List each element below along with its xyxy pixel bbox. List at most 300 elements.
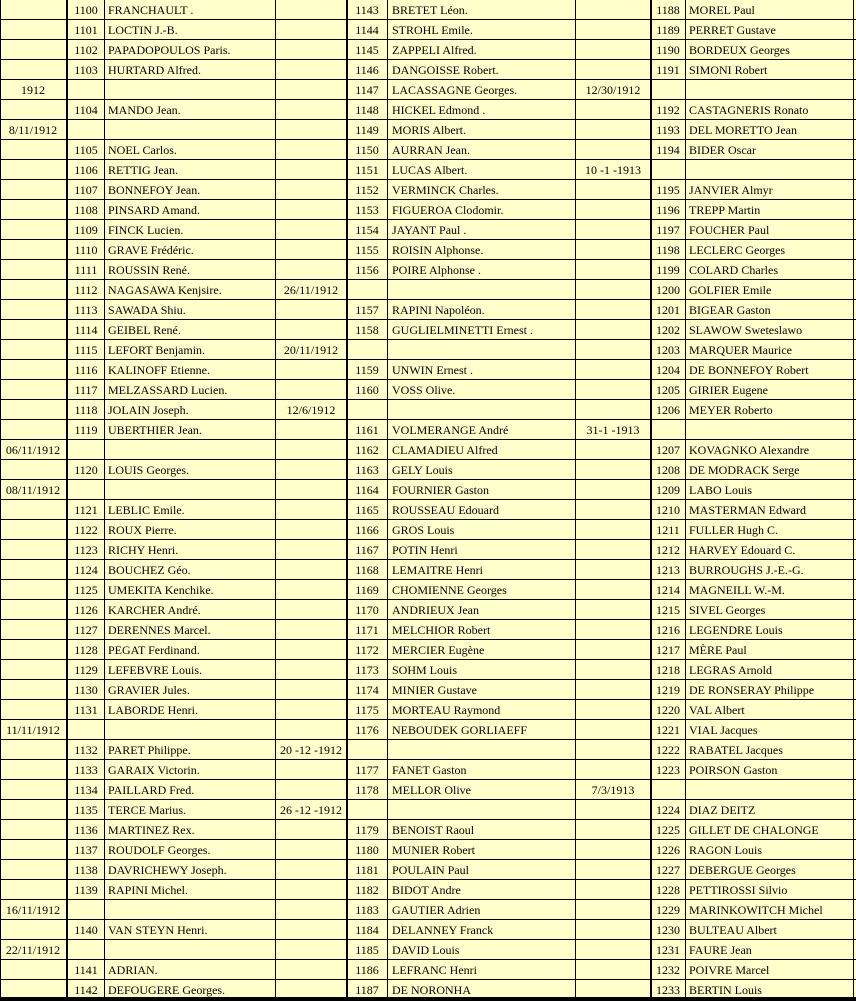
- table-row: [0, 540, 856, 560]
- number-cell: 1164: [355, 483, 379, 497]
- date-cell: [276, 680, 346, 700]
- name-cell: TREPP Martin: [689, 203, 761, 217]
- name-cell: NEBOUDEK GORLIAEFF: [392, 723, 527, 737]
- name-cell: NOEL Carlos.: [108, 143, 177, 157]
- date-cell: [0, 660, 66, 680]
- name-cell: CASTAGNERIS Ronato: [689, 103, 809, 117]
- table-row: [0, 780, 856, 800]
- date-cell: [576, 920, 650, 940]
- table-row: [0, 560, 856, 580]
- name-cell: ROISIN Alphonse.: [392, 243, 484, 257]
- number-cell: 1133: [74, 763, 98, 777]
- name-cell: [392, 400, 576, 420]
- name-cell: BOUCHEZ Géo.: [108, 563, 191, 577]
- number-cell: 1165: [355, 503, 379, 517]
- number-cell: 1119: [74, 423, 98, 437]
- date-cell: [276, 220, 346, 240]
- name-cell: SIVEL Georges: [689, 603, 766, 617]
- date-cell: [0, 780, 66, 800]
- name-cell: FOURNIER Gaston: [392, 483, 490, 497]
- table-row: [0, 720, 856, 740]
- name-cell: DIAZ DEITZ: [689, 803, 756, 817]
- date-cell: [276, 460, 346, 480]
- name-cell: MORTEAU Raymond: [392, 703, 501, 717]
- date-cell: [576, 760, 650, 780]
- date-cell: [576, 720, 650, 740]
- number-cell: 1135: [74, 803, 98, 817]
- date-cell: 12/30/1912: [585, 83, 641, 97]
- number-cell: [68, 120, 104, 140]
- date-cell: [0, 560, 66, 580]
- name-cell: MERCIER Eugène: [392, 643, 485, 657]
- number-cell: 1204: [656, 363, 680, 377]
- number-cell: 1139: [74, 883, 98, 897]
- table-row: [0, 880, 856, 900]
- date-cell: [276, 60, 346, 80]
- date-cell: [276, 420, 346, 440]
- number-cell: 1137: [74, 843, 98, 857]
- number-cell: 1169: [355, 583, 379, 597]
- name-cell: GIRIER Eugene: [689, 383, 768, 397]
- number-cell: 1108: [74, 203, 98, 217]
- table-row: [0, 900, 856, 920]
- number-cell: 1103: [74, 63, 98, 77]
- date-cell: [0, 520, 66, 540]
- number-cell: 1132: [74, 743, 98, 757]
- date-cell: [576, 640, 650, 660]
- date-cell: [576, 960, 650, 980]
- number-cell: 1107: [74, 183, 98, 197]
- number-cell: 1101: [74, 23, 98, 37]
- date-cell: [276, 600, 346, 620]
- name-cell: GRAVE Frédéric.: [108, 243, 194, 257]
- date-cell: [276, 580, 346, 600]
- date-cell: [576, 280, 650, 300]
- date-cell: [0, 240, 66, 260]
- name-cell: [108, 900, 275, 920]
- date-cell: 20/11/1912: [283, 343, 339, 357]
- number-cell: 1188: [656, 3, 680, 17]
- name-cell: DANGOISSE Robert.: [392, 63, 499, 77]
- date-cell: 11/11/1912: [6, 723, 60, 737]
- date-cell: [276, 180, 346, 200]
- number-cell: 1216: [656, 623, 680, 637]
- date-cell: [576, 300, 650, 320]
- name-cell: ZAPPELI Alfred.: [392, 43, 477, 57]
- date-cell: [576, 360, 650, 380]
- name-cell: UBERTHIER Jean.: [108, 423, 202, 437]
- name-cell: TERCE Marius.: [108, 803, 186, 817]
- date-cell: [0, 620, 66, 640]
- name-cell: ANDRIEUX Jean: [392, 603, 479, 617]
- date-cell: 20 -12 -1912: [280, 743, 342, 757]
- name-cell: DEBERGUE Georges: [689, 863, 796, 877]
- date-cell: [0, 500, 66, 520]
- date-cell: [276, 700, 346, 720]
- date-cell: [576, 0, 650, 20]
- name-cell: RAPINI Michel.: [108, 883, 188, 897]
- date-cell: [576, 560, 650, 580]
- name-cell: [392, 340, 576, 360]
- name-cell: FRANCHAULT .: [108, 3, 194, 17]
- date-cell: [276, 760, 346, 780]
- table-row: [0, 520, 856, 540]
- date-cell: [276, 900, 346, 920]
- date-cell: [0, 140, 66, 160]
- date-cell: [576, 20, 650, 40]
- table-row: [0, 320, 856, 340]
- table-row: [0, 140, 856, 160]
- name-cell: DEL MORETTO Jean: [689, 123, 797, 137]
- number-cell: 1168: [355, 563, 379, 577]
- table-row: [0, 600, 856, 620]
- table-row: [0, 340, 856, 360]
- number-cell: 1174: [355, 683, 379, 697]
- date-cell: [276, 920, 346, 940]
- number-cell: 1187: [355, 983, 379, 997]
- table-row: [0, 300, 856, 320]
- name-cell: FINCK Lucien.: [108, 223, 184, 237]
- date-cell: [276, 480, 346, 500]
- name-cell: LEFORT Benjamin.: [108, 343, 206, 357]
- number-cell: 1218: [656, 663, 680, 677]
- date-cell: 16/11/1912: [5, 903, 61, 917]
- name-cell: LEBLIC Emile.: [108, 503, 185, 517]
- table-row: [0, 960, 856, 980]
- date-cell: [276, 240, 346, 260]
- name-cell: SLAWOW Sweteslawo: [689, 323, 803, 337]
- date-cell: [576, 400, 650, 420]
- name-cell: [689, 160, 852, 180]
- number-cell: 1217: [656, 643, 680, 657]
- date-cell: [276, 40, 346, 60]
- date-cell: [576, 380, 650, 400]
- name-cell: MEYER Roberto: [689, 403, 773, 417]
- date-cell: [0, 100, 66, 120]
- number-cell: 1121: [74, 503, 98, 517]
- number-cell: 1231: [656, 943, 680, 957]
- table-row: [0, 380, 856, 400]
- name-cell: PERRET Gustave: [689, 23, 776, 37]
- table-row: [0, 800, 856, 820]
- name-cell: FULLER Hugh C.: [689, 523, 779, 537]
- name-cell: [108, 940, 275, 960]
- name-cell: POTIN Henri: [392, 543, 458, 557]
- number-cell: 1111: [74, 263, 98, 277]
- table-row: [0, 700, 856, 720]
- date-cell: [0, 860, 66, 880]
- name-cell: BENOIST Raoul: [392, 823, 475, 837]
- number-cell: 1123: [74, 543, 98, 557]
- name-cell: DERENNES Marcel.: [108, 623, 211, 637]
- name-cell: KARCHER André.: [108, 603, 201, 617]
- date-cell: [276, 20, 346, 40]
- date-cell: [276, 500, 346, 520]
- date-cell: [276, 860, 346, 880]
- number-cell: 1180: [355, 843, 379, 857]
- number-cell: 1163: [355, 463, 379, 477]
- number-cell: 1186: [355, 963, 379, 977]
- number-cell: 1145: [355, 43, 379, 57]
- number-cell: 1192: [656, 103, 680, 117]
- name-cell: ROUSSIN René.: [108, 263, 191, 277]
- name-cell: BIDOT Andre: [392, 883, 461, 897]
- name-cell: ROUX Pierre.: [108, 523, 177, 537]
- date-cell: 1912: [21, 83, 45, 97]
- number-cell: 1210: [656, 503, 680, 517]
- number-cell: 1131: [74, 703, 98, 717]
- number-cell: 1130: [74, 683, 98, 697]
- date-cell: [0, 200, 66, 220]
- date-cell: [276, 560, 346, 580]
- table-row: [0, 220, 856, 240]
- name-cell: BERTIN Louis: [689, 983, 762, 997]
- date-cell: 06/11/1912: [5, 443, 61, 457]
- date-cell: [576, 200, 650, 220]
- number-cell: 1199: [656, 263, 680, 277]
- date-cell: [276, 940, 346, 960]
- number-cell: 1113: [74, 303, 98, 317]
- name-cell: JAYANT Paul .: [392, 223, 467, 237]
- number-cell: 1127: [74, 623, 98, 637]
- number-cell: 1128: [74, 643, 98, 657]
- date-cell: [276, 880, 346, 900]
- table-row: [0, 480, 856, 500]
- name-cell: GRAVIER Jules.: [108, 683, 190, 697]
- date-cell: 26 -12 -1912: [280, 803, 342, 817]
- name-cell: GEIBEL René.: [108, 323, 181, 337]
- table-row: [0, 120, 856, 140]
- date-cell: [576, 240, 650, 260]
- name-cell: GUGLIELMINETTI Ernest .: [392, 323, 533, 337]
- date-cell: [276, 0, 346, 20]
- number-cell: 1120: [74, 463, 98, 477]
- date-cell: [276, 440, 346, 460]
- name-cell: [689, 780, 852, 800]
- number-cell: 1100: [74, 3, 98, 17]
- number-cell: 1129: [74, 663, 98, 677]
- date-cell: [576, 940, 650, 960]
- table-row: [0, 740, 856, 760]
- number-cell: 1112: [74, 283, 98, 297]
- date-cell: [276, 620, 346, 640]
- date-cell: [0, 460, 66, 480]
- date-cell: [576, 320, 650, 340]
- date-cell: [576, 600, 650, 620]
- name-cell: BIGEAR Gaston: [689, 303, 771, 317]
- date-cell: [0, 920, 66, 940]
- name-cell: BORDEUX Georges: [689, 43, 790, 57]
- date-cell: [576, 260, 650, 280]
- table-row: [0, 460, 856, 480]
- name-cell: POIRE Alphonse .: [392, 263, 482, 277]
- number-cell: 1157: [355, 303, 379, 317]
- name-cell: ROUSSEAU Edouard: [392, 503, 499, 517]
- number-cell: [651, 420, 685, 440]
- name-cell: HARVEY Edouard C.: [689, 543, 796, 557]
- number-cell: [651, 780, 685, 800]
- name-cell: AURRAN Jean.: [392, 143, 470, 157]
- date-cell: [576, 880, 650, 900]
- name-cell: LEGENDRE Louis: [689, 623, 783, 637]
- name-cell: HURTARD Alfred.: [108, 63, 201, 77]
- date-cell: [276, 660, 346, 680]
- number-cell: 1115: [74, 343, 98, 357]
- table-row: [0, 400, 856, 420]
- name-cell: PAILLARD Fred.: [108, 783, 195, 797]
- table-row: [0, 60, 856, 80]
- number-cell: 1117: [74, 383, 98, 397]
- date-cell: 31-1 -1913: [586, 423, 640, 437]
- name-cell: FIGUEROA Clodomir.: [392, 203, 504, 217]
- date-cell: [276, 140, 346, 160]
- number-cell: 1140: [74, 923, 98, 937]
- date-cell: 7/3/1913: [591, 783, 635, 797]
- name-cell: [392, 280, 576, 300]
- number-cell: 1200: [656, 283, 680, 297]
- table-row: [0, 760, 856, 780]
- date-cell: [0, 880, 66, 900]
- date-cell: [576, 840, 650, 860]
- name-cell: UMEKITA Kenchike.: [108, 583, 214, 597]
- name-cell: MASTERMAN Edward: [689, 503, 806, 517]
- name-cell: VIAL Jacques: [689, 723, 758, 737]
- name-cell: LEGRAS Arnold: [689, 663, 773, 677]
- date-cell: [576, 340, 650, 360]
- number-cell: 1179: [355, 823, 379, 837]
- date-cell: [576, 500, 650, 520]
- name-cell: VOLMERANGE André: [392, 423, 509, 437]
- date-cell: [0, 740, 66, 760]
- name-cell: PINSARD Amand.: [108, 203, 201, 217]
- number-cell: 1181: [355, 863, 379, 877]
- name-cell: LOUIS Georges.: [108, 463, 190, 477]
- name-cell: LACASSAGNE Georges.: [392, 83, 518, 97]
- name-cell: JOLAIN Joseph.: [108, 403, 189, 417]
- number-cell: 1191: [656, 63, 680, 77]
- number-cell: 1211: [656, 523, 680, 537]
- number-cell: 1201: [656, 303, 680, 317]
- date-cell: [276, 320, 346, 340]
- table-row: [0, 20, 856, 40]
- date-cell: [276, 120, 346, 140]
- table-row: [0, 240, 856, 260]
- number-cell: 1171: [355, 623, 379, 637]
- number-cell: 1220: [656, 703, 680, 717]
- table-row: [0, 280, 856, 300]
- date-cell: [576, 620, 650, 640]
- number-cell: 1213: [656, 563, 680, 577]
- table-row: [0, 620, 856, 640]
- date-cell: [0, 700, 66, 720]
- number-cell: 1138: [74, 863, 98, 877]
- date-cell: [0, 160, 66, 180]
- date-cell: [0, 820, 66, 840]
- number-cell: 1175: [355, 703, 379, 717]
- number-cell: 1177: [355, 763, 379, 777]
- table-row: [0, 640, 856, 660]
- number-cell: [347, 400, 387, 420]
- number-cell: 1170: [355, 603, 379, 617]
- number-cell: 1152: [355, 183, 379, 197]
- date-cell: [276, 260, 346, 280]
- number-cell: 1126: [74, 603, 98, 617]
- number-cell: 1144: [355, 23, 379, 37]
- date-cell: 8/11/1912: [8, 123, 58, 137]
- number-cell: 1151: [355, 163, 379, 177]
- number-cell: 1136: [74, 823, 98, 837]
- number-cell: 1214: [656, 583, 680, 597]
- number-cell: [68, 480, 104, 500]
- number-cell: [651, 160, 685, 180]
- date-cell: [0, 760, 66, 780]
- name-cell: VAL Albert: [689, 703, 745, 717]
- name-cell: [392, 800, 576, 820]
- name-cell: KALINOFF Etienne.: [108, 363, 210, 377]
- name-cell: LOCTIN J.-B.: [108, 23, 178, 37]
- date-cell: [0, 260, 66, 280]
- number-cell: 1190: [656, 43, 680, 57]
- date-cell: [276, 540, 346, 560]
- name-cell: ROUDOLF Georges.: [108, 843, 211, 857]
- date-cell: [576, 540, 650, 560]
- number-cell: 1203: [656, 343, 680, 357]
- table-row: [0, 580, 856, 600]
- date-cell: 26/11/1912: [283, 283, 339, 297]
- date-cell: [0, 400, 66, 420]
- name-cell: POIVRE Marcel: [689, 963, 770, 977]
- number-cell: 1195: [656, 183, 680, 197]
- number-cell: [347, 740, 387, 760]
- number-cell: 1118: [74, 403, 98, 417]
- number-cell: 1114: [74, 323, 98, 337]
- number-cell: [347, 340, 387, 360]
- name-cell: MAGNEILL W.-M.: [689, 583, 785, 597]
- name-cell: MELCHIOR Robert: [392, 623, 491, 637]
- number-cell: 1142: [74, 983, 98, 997]
- name-cell: LEMAITRE Henri: [392, 563, 483, 577]
- number-cell: 1148: [355, 103, 379, 117]
- name-cell: SAWADA Shiu.: [108, 303, 186, 317]
- number-cell: 1209: [656, 483, 680, 497]
- date-cell: [576, 60, 650, 80]
- number-cell: 1167: [355, 543, 379, 557]
- number-cell: [68, 720, 104, 740]
- number-cell: 1205: [656, 383, 680, 397]
- date-cell: [276, 80, 346, 100]
- name-cell: FOUCHER Paul: [689, 223, 770, 237]
- date-cell: [276, 720, 346, 740]
- date-cell: [276, 520, 346, 540]
- table-row: [0, 180, 856, 200]
- date-cell: [0, 40, 66, 60]
- number-cell: [68, 440, 104, 460]
- name-cell: MOREL Paul: [689, 3, 755, 17]
- name-cell: DAVRICHEWY Joseph.: [108, 863, 227, 877]
- name-cell: LABO Louis: [689, 483, 752, 497]
- date-cell: 22/11/1912: [5, 943, 61, 957]
- name-cell: VERMINCK Charles.: [392, 183, 499, 197]
- date-cell: [276, 360, 346, 380]
- date-cell: [0, 960, 66, 980]
- date-cell: [576, 700, 650, 720]
- number-cell: 1116: [74, 363, 98, 377]
- table-row: [0, 160, 856, 180]
- date-cell: [576, 900, 650, 920]
- number-cell: 1124: [74, 563, 98, 577]
- date-cell: [276, 380, 346, 400]
- table-row: [0, 840, 856, 860]
